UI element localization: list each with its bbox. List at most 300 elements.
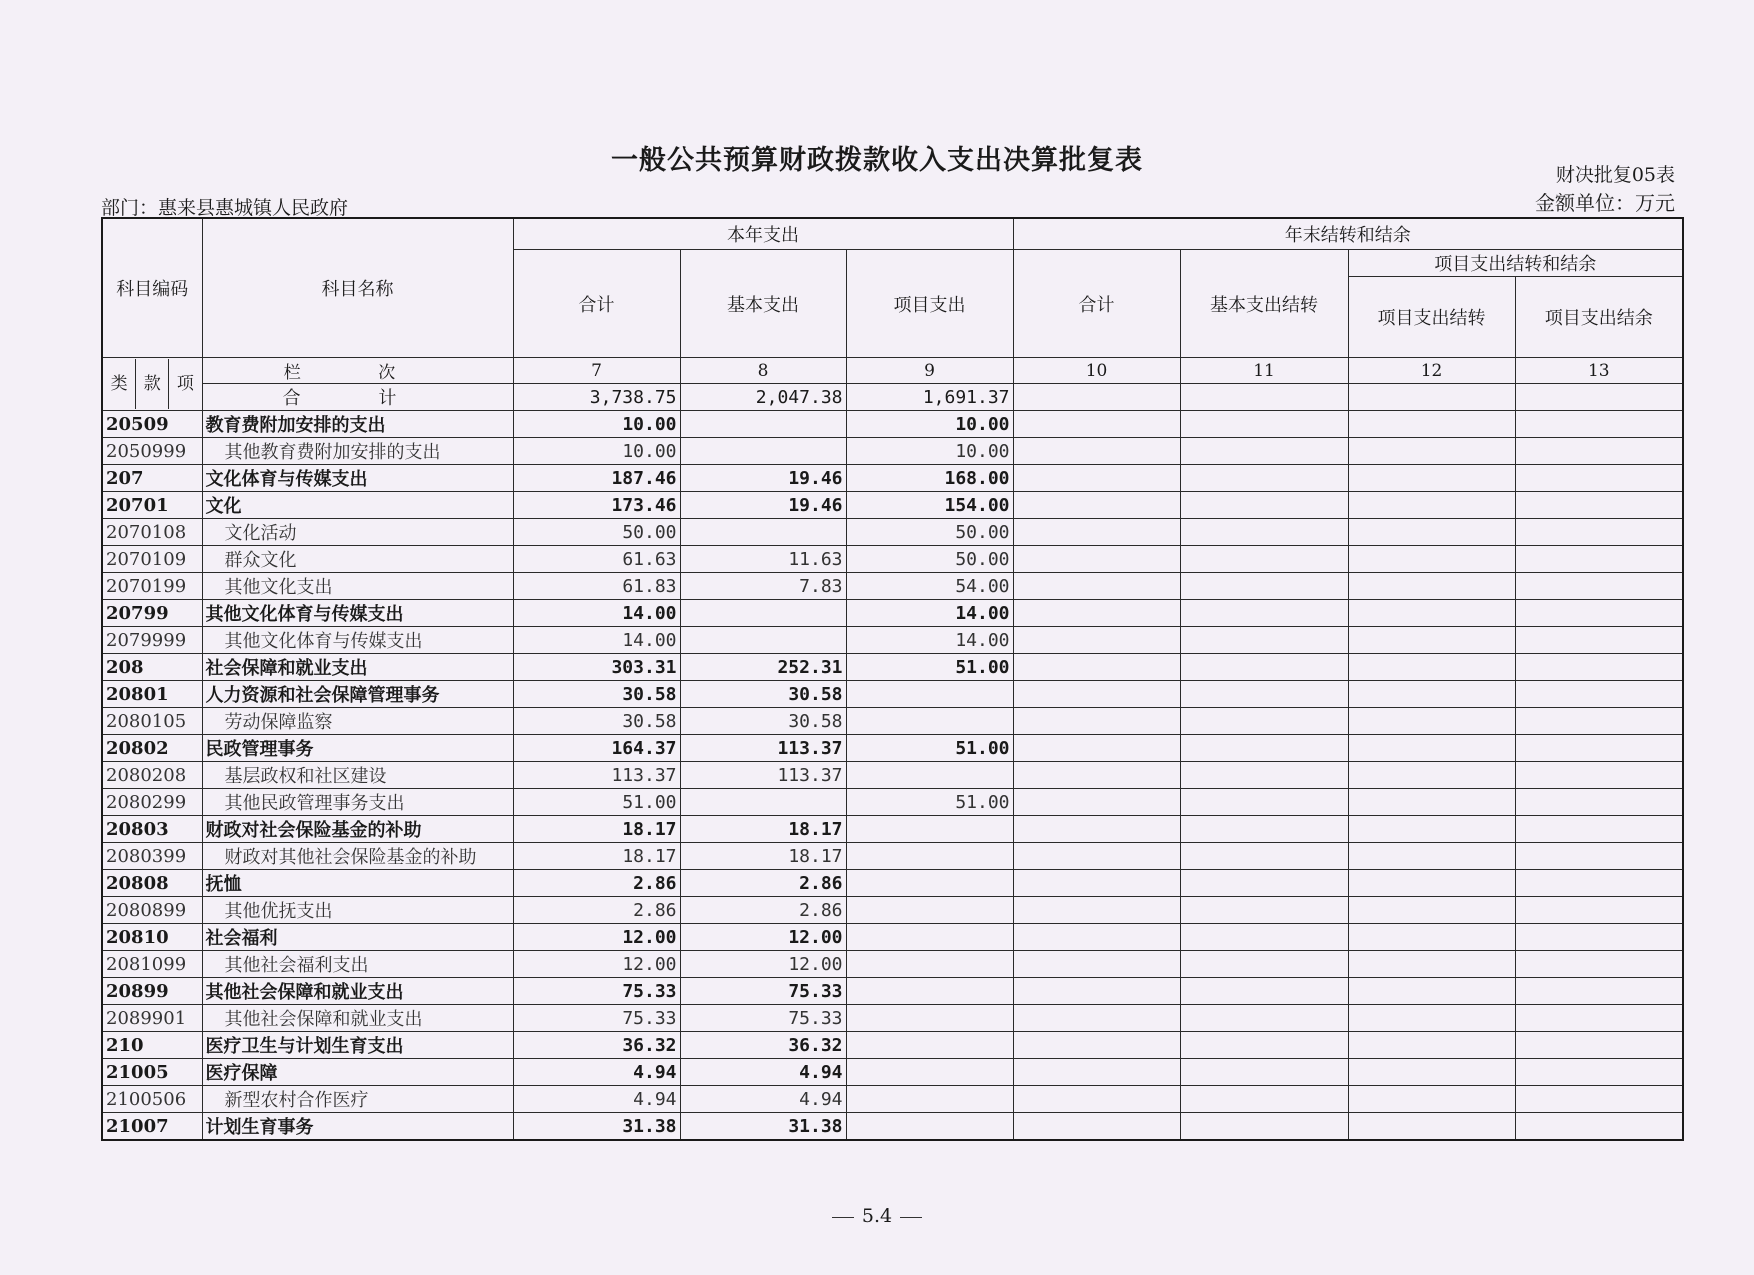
empty-cell bbox=[1013, 492, 1180, 519]
table-row bbox=[102, 897, 1683, 924]
empty-cell bbox=[1180, 654, 1348, 681]
total-row-label: 合 计 bbox=[202, 384, 513, 411]
header-year-end: 年末结转和结余 bbox=[1013, 218, 1683, 250]
empty-cell bbox=[1348, 816, 1515, 843]
empty-cell bbox=[1180, 465, 1348, 492]
column-number: 8 bbox=[680, 358, 846, 384]
empty-cell bbox=[1013, 519, 1180, 546]
empty-cell bbox=[1348, 573, 1515, 600]
subject-name: 民政管理事务 bbox=[202, 735, 513, 762]
empty-cell bbox=[1180, 519, 1348, 546]
basic-value: 7.83 bbox=[680, 573, 846, 600]
subject-code: 2070199 bbox=[102, 573, 202, 600]
subject-name: 医疗保障 bbox=[202, 1059, 513, 1086]
header-current-year: 本年支出 bbox=[513, 218, 1013, 250]
basic-value: 4.94 bbox=[680, 1059, 846, 1086]
column-number: 7 bbox=[513, 358, 680, 384]
empty-cell bbox=[1515, 384, 1683, 411]
basic-value: 31.38 bbox=[680, 1113, 846, 1141]
project-value bbox=[846, 843, 1013, 870]
empty-cell bbox=[1013, 978, 1180, 1005]
subject-code: 20803 bbox=[102, 816, 202, 843]
table-row bbox=[102, 951, 1683, 978]
basic-value: 252.31 bbox=[680, 654, 846, 681]
header-name: 科目名称 bbox=[202, 218, 513, 358]
table-row bbox=[102, 1005, 1683, 1032]
subject-name: 社会保障和就业支出 bbox=[202, 654, 513, 681]
empty-cell bbox=[1348, 1086, 1515, 1113]
empty-cell bbox=[1013, 627, 1180, 654]
project-value: 14.00 bbox=[846, 627, 1013, 654]
subject-code: 21007 bbox=[102, 1113, 202, 1141]
empty-cell bbox=[1515, 1086, 1683, 1113]
empty-cell bbox=[1515, 762, 1683, 789]
total-value: 51.00 bbox=[513, 789, 680, 816]
empty-cell bbox=[1180, 627, 1348, 654]
table-row bbox=[102, 735, 1683, 762]
project-value: 51.00 bbox=[846, 654, 1013, 681]
empty-cell bbox=[1013, 465, 1180, 492]
total-value: 4.94 bbox=[513, 1086, 680, 1113]
subject-code: 2079999 bbox=[102, 627, 202, 654]
subject-name: 其他文化支出 bbox=[202, 573, 513, 600]
page-number bbox=[0, 1205, 1754, 1227]
empty-cell bbox=[1515, 843, 1683, 870]
total-value: 61.83 bbox=[513, 573, 680, 600]
subject-code: 2050999 bbox=[102, 438, 202, 465]
column-number: 12 bbox=[1348, 358, 1515, 384]
project-value: 168.00 bbox=[846, 465, 1013, 492]
column-number: 13 bbox=[1515, 358, 1683, 384]
total-value: 187.46 bbox=[513, 465, 680, 492]
subject-name: 抚恤 bbox=[202, 870, 513, 897]
subject-code: 2089901 bbox=[102, 1005, 202, 1032]
form-number: 财决批复05表 bbox=[1555, 164, 1675, 186]
empty-cell bbox=[1348, 951, 1515, 978]
total-value: 2.86 bbox=[513, 870, 680, 897]
project-value: 51.00 bbox=[846, 735, 1013, 762]
project-value bbox=[846, 708, 1013, 735]
empty-cell bbox=[1013, 438, 1180, 465]
basic-value: 19.46 bbox=[680, 465, 846, 492]
budget-table bbox=[101, 217, 1684, 1141]
grand-total-value: 3,738.75 bbox=[513, 384, 680, 411]
table-row bbox=[102, 465, 1683, 492]
basic-value: 4.94 bbox=[680, 1086, 846, 1113]
empty-cell bbox=[1515, 438, 1683, 465]
table-row bbox=[102, 627, 1683, 654]
empty-cell bbox=[1013, 816, 1180, 843]
empty-cell bbox=[1180, 681, 1348, 708]
project-value: 10.00 bbox=[846, 438, 1013, 465]
empty-cell bbox=[1013, 897, 1180, 924]
total-value: 164.37 bbox=[513, 735, 680, 762]
empty-cell bbox=[1348, 978, 1515, 1005]
empty-cell bbox=[1013, 546, 1180, 573]
table-row bbox=[102, 843, 1683, 870]
empty-cell bbox=[1013, 789, 1180, 816]
column-number: 11 bbox=[1180, 358, 1348, 384]
subject-name: 新型农村合作医疗 bbox=[202, 1086, 513, 1113]
basic-value bbox=[680, 438, 846, 465]
project-value bbox=[846, 762, 1013, 789]
total-value: 12.00 bbox=[513, 924, 680, 951]
budget-table-wrapper bbox=[101, 217, 1684, 1141]
subject-name: 其他民政管理事务支出 bbox=[202, 789, 513, 816]
subject-code: 20801 bbox=[102, 681, 202, 708]
project-value bbox=[846, 1005, 1013, 1032]
empty-cell bbox=[1013, 735, 1180, 762]
empty-cell bbox=[1180, 816, 1348, 843]
subject-name: 医疗卫生与计划生育支出 bbox=[202, 1032, 513, 1059]
page-number-text: 5.4 bbox=[861, 1205, 893, 1227]
total-value: 14.00 bbox=[513, 627, 680, 654]
total-value: 61.63 bbox=[513, 546, 680, 573]
table-row bbox=[102, 1086, 1683, 1113]
subject-name: 人力资源和社会保障管理事务 bbox=[202, 681, 513, 708]
empty-cell bbox=[1013, 573, 1180, 600]
basic-value: 2.86 bbox=[680, 870, 846, 897]
empty-cell bbox=[1348, 465, 1515, 492]
total-value: 18.17 bbox=[513, 843, 680, 870]
subject-code: 207 bbox=[102, 465, 202, 492]
subject-code: 2081099 bbox=[102, 951, 202, 978]
column-number: 10 bbox=[1013, 358, 1180, 384]
subject-code: 2080299 bbox=[102, 789, 202, 816]
project-value bbox=[846, 1113, 1013, 1141]
empty-cell bbox=[1180, 438, 1348, 465]
subject-name: 其他优抚支出 bbox=[202, 897, 513, 924]
amount-unit-label: 金额单位：万元 bbox=[1535, 191, 1675, 215]
basic-value: 18.17 bbox=[680, 843, 846, 870]
basic-value bbox=[680, 600, 846, 627]
empty-cell bbox=[1180, 1059, 1348, 1086]
empty-cell bbox=[1013, 708, 1180, 735]
subject-code: 210 bbox=[102, 1032, 202, 1059]
subject-name: 文化 bbox=[202, 492, 513, 519]
empty-cell bbox=[1515, 1032, 1683, 1059]
empty-cell bbox=[1180, 870, 1348, 897]
subject-name: 其他文化体育与传媒支出 bbox=[202, 627, 513, 654]
subject-name: 其他社会保障和就业支出 bbox=[202, 1005, 513, 1032]
empty-cell bbox=[1013, 951, 1180, 978]
subject-name: 社会福利 bbox=[202, 924, 513, 951]
subject-name: 劳动保障监察 bbox=[202, 708, 513, 735]
total-value: 30.58 bbox=[513, 681, 680, 708]
empty-cell bbox=[1348, 492, 1515, 519]
empty-cell bbox=[1515, 411, 1683, 438]
table-row bbox=[102, 762, 1683, 789]
header-basic-carry: 基本支出结转 bbox=[1180, 250, 1348, 358]
empty-cell bbox=[1348, 627, 1515, 654]
basic-value: 36.32 bbox=[680, 1032, 846, 1059]
empty-cell bbox=[1013, 1032, 1180, 1059]
empty-cell bbox=[1180, 573, 1348, 600]
subject-name: 文化活动 bbox=[202, 519, 513, 546]
dash-left bbox=[832, 1217, 854, 1218]
subject-name: 其他教育费附加安排的支出 bbox=[202, 438, 513, 465]
basic-value: 12.00 bbox=[680, 924, 846, 951]
total-value: 18.17 bbox=[513, 816, 680, 843]
empty-cell bbox=[1348, 708, 1515, 735]
empty-cell bbox=[1348, 546, 1515, 573]
empty-cell bbox=[1013, 681, 1180, 708]
empty-cell bbox=[1515, 1005, 1683, 1032]
empty-cell bbox=[1515, 546, 1683, 573]
empty-cell bbox=[1013, 924, 1180, 951]
subject-name: 财政对社会保险基金的补助 bbox=[202, 816, 513, 843]
empty-cell bbox=[1348, 654, 1515, 681]
empty-cell bbox=[1348, 600, 1515, 627]
empty-cell bbox=[1348, 843, 1515, 870]
empty-cell bbox=[1515, 708, 1683, 735]
basic-value: 30.58 bbox=[680, 681, 846, 708]
total-value: 173.46 bbox=[513, 492, 680, 519]
basic-value bbox=[680, 789, 846, 816]
project-value bbox=[846, 1086, 1013, 1113]
total-value: 10.00 bbox=[513, 438, 680, 465]
empty-cell bbox=[1013, 762, 1180, 789]
empty-cell bbox=[1515, 735, 1683, 762]
table-row bbox=[102, 600, 1683, 627]
empty-cell bbox=[1348, 384, 1515, 411]
total-value: 31.38 bbox=[513, 1113, 680, 1141]
subject-code: 20808 bbox=[102, 870, 202, 897]
empty-cell bbox=[1180, 897, 1348, 924]
project-value bbox=[846, 978, 1013, 1005]
empty-cell bbox=[1013, 1086, 1180, 1113]
empty-cell bbox=[1180, 762, 1348, 789]
subject-code: 2100506 bbox=[102, 1086, 202, 1113]
table-row bbox=[102, 546, 1683, 573]
total-value: 30.58 bbox=[513, 708, 680, 735]
subject-name: 计划生育事务 bbox=[202, 1113, 513, 1141]
empty-cell bbox=[1180, 492, 1348, 519]
empty-cell bbox=[1515, 789, 1683, 816]
project-value bbox=[846, 897, 1013, 924]
header-project-carry: 项目支出结转 bbox=[1348, 277, 1515, 358]
project-value bbox=[846, 681, 1013, 708]
table-row bbox=[102, 924, 1683, 951]
empty-cell bbox=[1515, 600, 1683, 627]
total-value: 36.32 bbox=[513, 1032, 680, 1059]
subject-name: 基层政权和社区建设 bbox=[202, 762, 513, 789]
basic-value: 30.58 bbox=[680, 708, 846, 735]
table-row bbox=[102, 411, 1683, 438]
empty-cell bbox=[1515, 654, 1683, 681]
empty-cell bbox=[1180, 843, 1348, 870]
xiang-label: 项 bbox=[176, 374, 194, 394]
subject-code: 2080899 bbox=[102, 897, 202, 924]
project-value bbox=[846, 924, 1013, 951]
subject-name: 财政对其他社会保险基金的补助 bbox=[202, 843, 513, 870]
total-value: 2.86 bbox=[513, 897, 680, 924]
project-value: 51.00 bbox=[846, 789, 1013, 816]
table-row bbox=[102, 654, 1683, 681]
column-number: 9 bbox=[846, 358, 1013, 384]
empty-cell bbox=[1515, 978, 1683, 1005]
empty-cell bbox=[1013, 654, 1180, 681]
table-row bbox=[102, 492, 1683, 519]
empty-cell bbox=[1348, 762, 1515, 789]
basic-value: 75.33 bbox=[680, 978, 846, 1005]
project-value bbox=[846, 1059, 1013, 1086]
empty-cell bbox=[1180, 1032, 1348, 1059]
table-row bbox=[102, 708, 1683, 735]
basic-value: 11.63 bbox=[680, 546, 846, 573]
empty-cell bbox=[1348, 438, 1515, 465]
department-label: 部门：惠来县惠城镇人民政府 bbox=[101, 197, 349, 219]
project-value: 14.00 bbox=[846, 600, 1013, 627]
subject-code: 2080399 bbox=[102, 843, 202, 870]
basic-value bbox=[680, 627, 846, 654]
subject-code: 20899 bbox=[102, 978, 202, 1005]
basic-value bbox=[680, 519, 846, 546]
empty-cell bbox=[1180, 708, 1348, 735]
basic-value bbox=[680, 411, 846, 438]
project-value bbox=[846, 816, 1013, 843]
empty-cell bbox=[1180, 384, 1348, 411]
empty-cell bbox=[1013, 411, 1180, 438]
subject-name: 其他社会保障和就业支出 bbox=[202, 978, 513, 1005]
empty-cell bbox=[1348, 897, 1515, 924]
empty-cell bbox=[1180, 924, 1348, 951]
empty-cell bbox=[1013, 870, 1180, 897]
total-value: 75.33 bbox=[513, 978, 680, 1005]
table-row bbox=[102, 438, 1683, 465]
empty-cell bbox=[1515, 573, 1683, 600]
table-row bbox=[102, 1113, 1683, 1141]
empty-cell bbox=[1013, 1005, 1180, 1032]
empty-cell bbox=[1515, 681, 1683, 708]
header-code: 科目编码 bbox=[102, 218, 202, 358]
empty-cell bbox=[1013, 600, 1180, 627]
project-value: 154.00 bbox=[846, 492, 1013, 519]
basic-value: 19.46 bbox=[680, 492, 846, 519]
empty-cell bbox=[1180, 1086, 1348, 1113]
empty-cell bbox=[1348, 789, 1515, 816]
subject-code: 2080208 bbox=[102, 762, 202, 789]
empty-cell bbox=[1515, 951, 1683, 978]
empty-cell bbox=[1515, 1113, 1683, 1141]
empty-cell bbox=[1180, 546, 1348, 573]
header-total: 合计 bbox=[513, 250, 680, 358]
empty-cell bbox=[1180, 1113, 1348, 1141]
total-value: 12.00 bbox=[513, 951, 680, 978]
basic-value: 75.33 bbox=[680, 1005, 846, 1032]
header-project-balance: 项目支出结余 bbox=[1515, 277, 1683, 358]
empty-cell bbox=[1348, 870, 1515, 897]
subject-name: 群众文化 bbox=[202, 546, 513, 573]
empty-cell bbox=[1515, 924, 1683, 951]
subject-code: 20802 bbox=[102, 735, 202, 762]
table-row bbox=[102, 1032, 1683, 1059]
empty-cell bbox=[1515, 870, 1683, 897]
empty-cell bbox=[1348, 681, 1515, 708]
project-value: 54.00 bbox=[846, 573, 1013, 600]
empty-cell bbox=[1180, 411, 1348, 438]
project-value bbox=[846, 1032, 1013, 1059]
basic-value: 18.17 bbox=[680, 816, 846, 843]
subject-code: 2080105 bbox=[102, 708, 202, 735]
subject-code: 20810 bbox=[102, 924, 202, 951]
empty-cell bbox=[1180, 1005, 1348, 1032]
table-row bbox=[102, 978, 1683, 1005]
table-row bbox=[102, 816, 1683, 843]
project-value bbox=[846, 870, 1013, 897]
total-value: 303.31 bbox=[513, 654, 680, 681]
header-project-carry-group: 项目支出结转和结余 bbox=[1348, 250, 1683, 277]
empty-cell bbox=[1013, 843, 1180, 870]
total-value: 4.94 bbox=[513, 1059, 680, 1086]
table-row bbox=[102, 789, 1683, 816]
basic-value: 2.86 bbox=[680, 897, 846, 924]
header-ye-total: 合计 bbox=[1013, 250, 1180, 358]
dash-right bbox=[900, 1217, 922, 1218]
empty-cell bbox=[1180, 789, 1348, 816]
empty-cell bbox=[1348, 1113, 1515, 1141]
header-project: 项目支出 bbox=[846, 250, 1013, 358]
grand-total-basic: 2,047.38 bbox=[680, 384, 846, 411]
subject-code: 208 bbox=[102, 654, 202, 681]
empty-cell bbox=[1013, 384, 1180, 411]
empty-cell bbox=[1180, 735, 1348, 762]
header-basic: 基本支出 bbox=[680, 250, 846, 358]
subject-name: 其他社会福利支出 bbox=[202, 951, 513, 978]
total-value: 10.00 bbox=[513, 411, 680, 438]
basic-value: 12.00 bbox=[680, 951, 846, 978]
subject-code: 21005 bbox=[102, 1059, 202, 1086]
subject-code: 2070109 bbox=[102, 546, 202, 573]
empty-cell bbox=[1515, 897, 1683, 924]
empty-cell bbox=[1348, 924, 1515, 951]
empty-cell bbox=[1180, 951, 1348, 978]
empty-cell bbox=[1348, 519, 1515, 546]
total-value: 50.00 bbox=[513, 519, 680, 546]
empty-cell bbox=[1515, 816, 1683, 843]
basic-value: 113.37 bbox=[680, 762, 846, 789]
column-order-label: 栏 次 bbox=[202, 358, 513, 384]
empty-cell bbox=[1348, 1032, 1515, 1059]
subject-code: 20509 bbox=[102, 411, 202, 438]
table-row bbox=[102, 870, 1683, 897]
page-title: 一般公共预算财政拨款收入支出决算批复表 bbox=[611, 145, 1143, 176]
total-value: 113.37 bbox=[513, 762, 680, 789]
subject-name: 教育费附加安排的支出 bbox=[202, 411, 513, 438]
subject-code: 2070108 bbox=[102, 519, 202, 546]
project-value: 10.00 bbox=[846, 411, 1013, 438]
subject-name: 其他文化体育与传媒支出 bbox=[202, 600, 513, 627]
empty-cell bbox=[1348, 411, 1515, 438]
empty-cell bbox=[1348, 1059, 1515, 1086]
empty-cell bbox=[1515, 492, 1683, 519]
table-row bbox=[102, 1059, 1683, 1086]
project-value: 50.00 bbox=[846, 546, 1013, 573]
empty-cell bbox=[1515, 1059, 1683, 1086]
empty-cell bbox=[1348, 735, 1515, 762]
grand-total-project: 1,691.37 bbox=[846, 384, 1013, 411]
empty-cell bbox=[1515, 519, 1683, 546]
empty-cell bbox=[1515, 465, 1683, 492]
project-value: 50.00 bbox=[846, 519, 1013, 546]
empty-cell bbox=[1180, 978, 1348, 1005]
lei-kuan-xiang-cell bbox=[102, 358, 202, 411]
subject-name: 文化体育与传媒支出 bbox=[202, 465, 513, 492]
empty-cell bbox=[1515, 627, 1683, 654]
table-row bbox=[102, 519, 1683, 546]
total-value: 75.33 bbox=[513, 1005, 680, 1032]
empty-cell bbox=[1013, 1059, 1180, 1086]
